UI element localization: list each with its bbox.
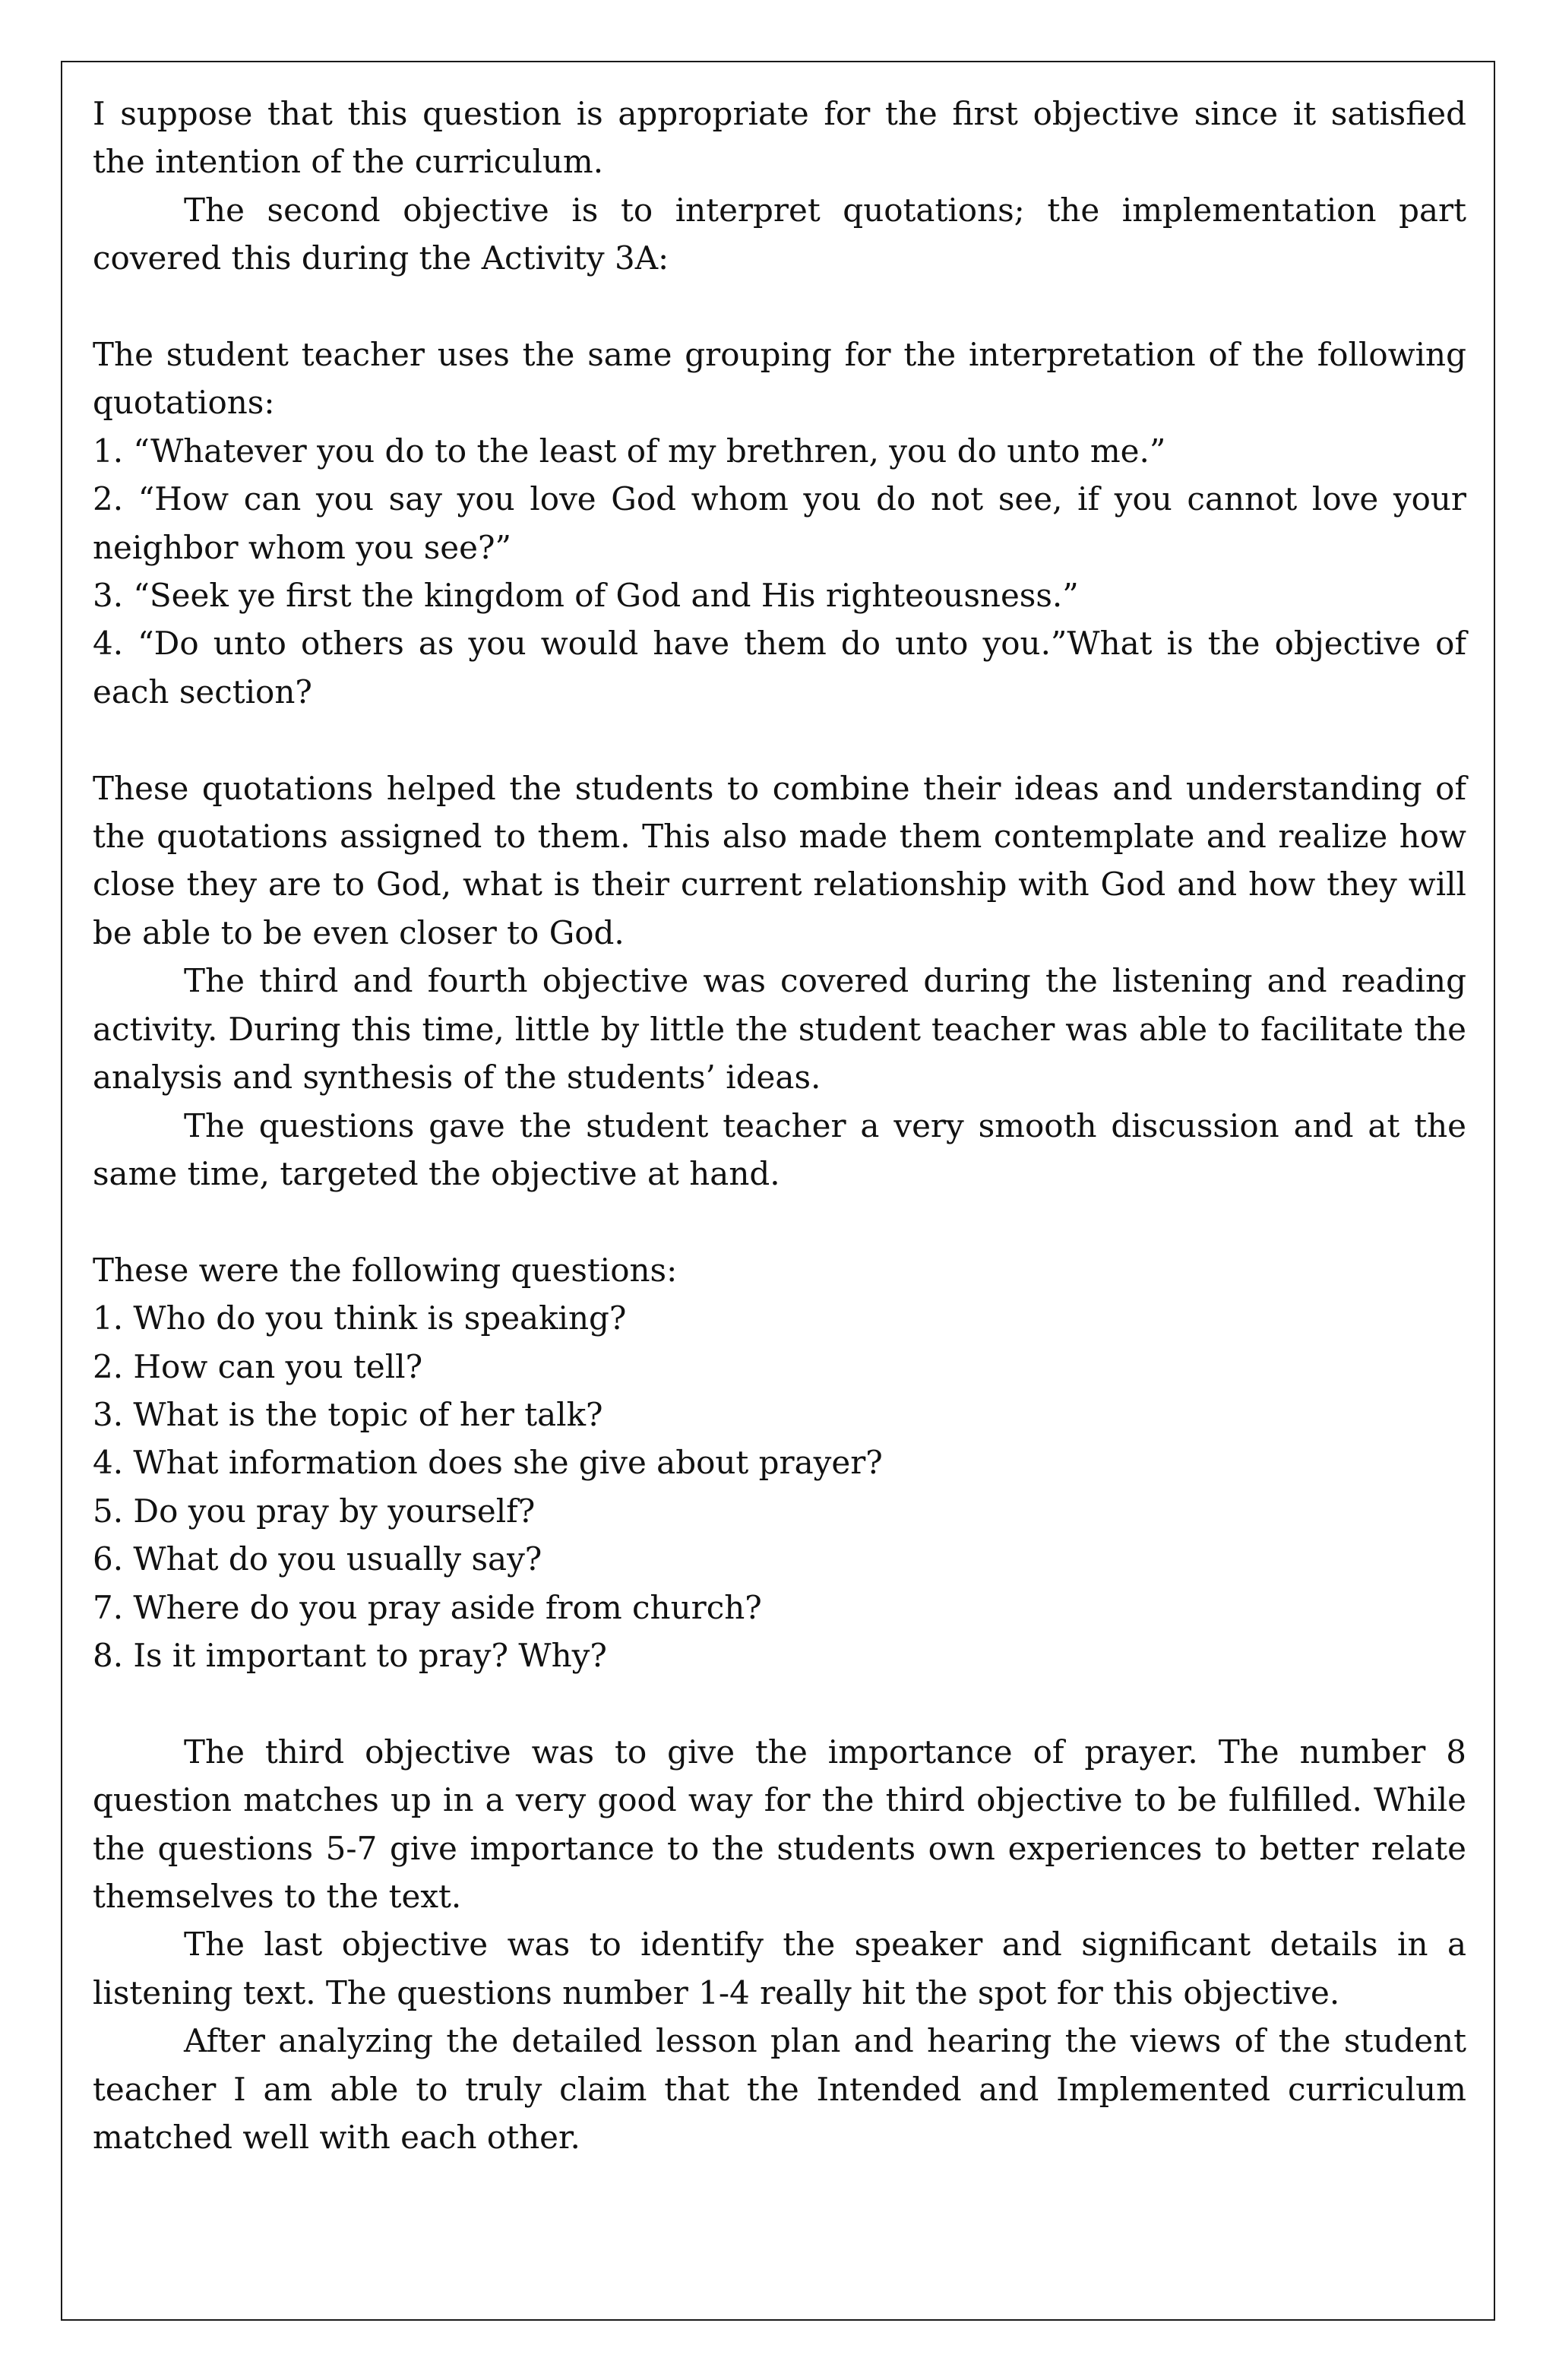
list-item: 4. “Do unto others as you would have them do unto you.”What is the objective of each section? xyxy=(93,625,1466,711)
list-item: 2. How can you tell? xyxy=(93,1347,423,1385)
list-item: 3. “Seek ye first the kingdom of God and His righteousness.” xyxy=(93,577,1079,615)
paragraph: After analyzing the detailed lesson plan and hearing the views of the student teacher I am able to truly claim that the Intended and Implemented curriculum matched well with each other. xyxy=(93,2022,1466,2156)
blank-line xyxy=(93,716,1466,764)
paragraph: The second objective is to interpret quotations; the implementation part covered this during the Activity 3A: xyxy=(93,191,1466,277)
paragraph: The student teacher uses the same grouping for the interpretation of the following quotations: xyxy=(93,336,1466,422)
blank-line xyxy=(93,283,1466,331)
list-item: 2. “How can you say you love God whom you do not see, if you cannot love your neighbor whom you see?” xyxy=(93,480,1466,566)
list-item: 8. Is it important to pray? Why? xyxy=(93,1636,607,1674)
quotation-list xyxy=(93,427,1466,716)
list-item: 1. Who do you think is speaking? xyxy=(93,1299,627,1337)
question-list xyxy=(93,1294,1466,1679)
paragraph: The questions gave the student teacher a very smooth discussion and at the same time, targeted the objective at hand. xyxy=(93,1106,1466,1192)
list-item: 7. Where do you pray aside from church? xyxy=(93,1588,762,1626)
paragraph: The third objective was to give the importance of prayer. The number 8 question matches up in a very good way for the third objective to be fulfilled. While the questions 5-7 give importance to the students own experiences to better relate themselves to the text. xyxy=(93,1733,1466,1915)
document-body xyxy=(93,90,1466,2161)
list-item: 1. “Whatever you do to the least of my brethren, you do unto me.” xyxy=(93,432,1166,470)
paragraph: These were the following questions: xyxy=(93,1251,678,1289)
blank-line xyxy=(93,1198,1466,1245)
list-item: 4. What information does she give about prayer? xyxy=(93,1444,883,1482)
paragraph: The last objective was to identify the speaker and significant details in a listening text. The questions number 1-4 really hit the spot for this objective. xyxy=(93,1926,1466,2011)
paragraph: The third and fourth objective was covered during the listening and reading activity. During this time, little by little the student teacher was able to facilitate the analysis and synthesis of the students’ ideas. xyxy=(93,962,1466,1097)
list-item: 3. What is the topic of her talk? xyxy=(93,1395,603,1433)
paragraph: I suppose that this question is appropriate for the first objective since it satisfied the intention of the curriculum. xyxy=(93,95,1466,181)
blank-line xyxy=(93,1679,1466,1727)
list-item: 6. What do you usually say? xyxy=(93,1540,542,1578)
list-item: 5. Do you pray by yourself? xyxy=(93,1492,536,1530)
paragraph: These quotations helped the students to combine their ideas and understanding of the quotations assigned to them. This also made them contemplate and realize how close they are to God, what is their current relationship with God and how they will be able to be even closer to God. xyxy=(93,769,1466,951)
